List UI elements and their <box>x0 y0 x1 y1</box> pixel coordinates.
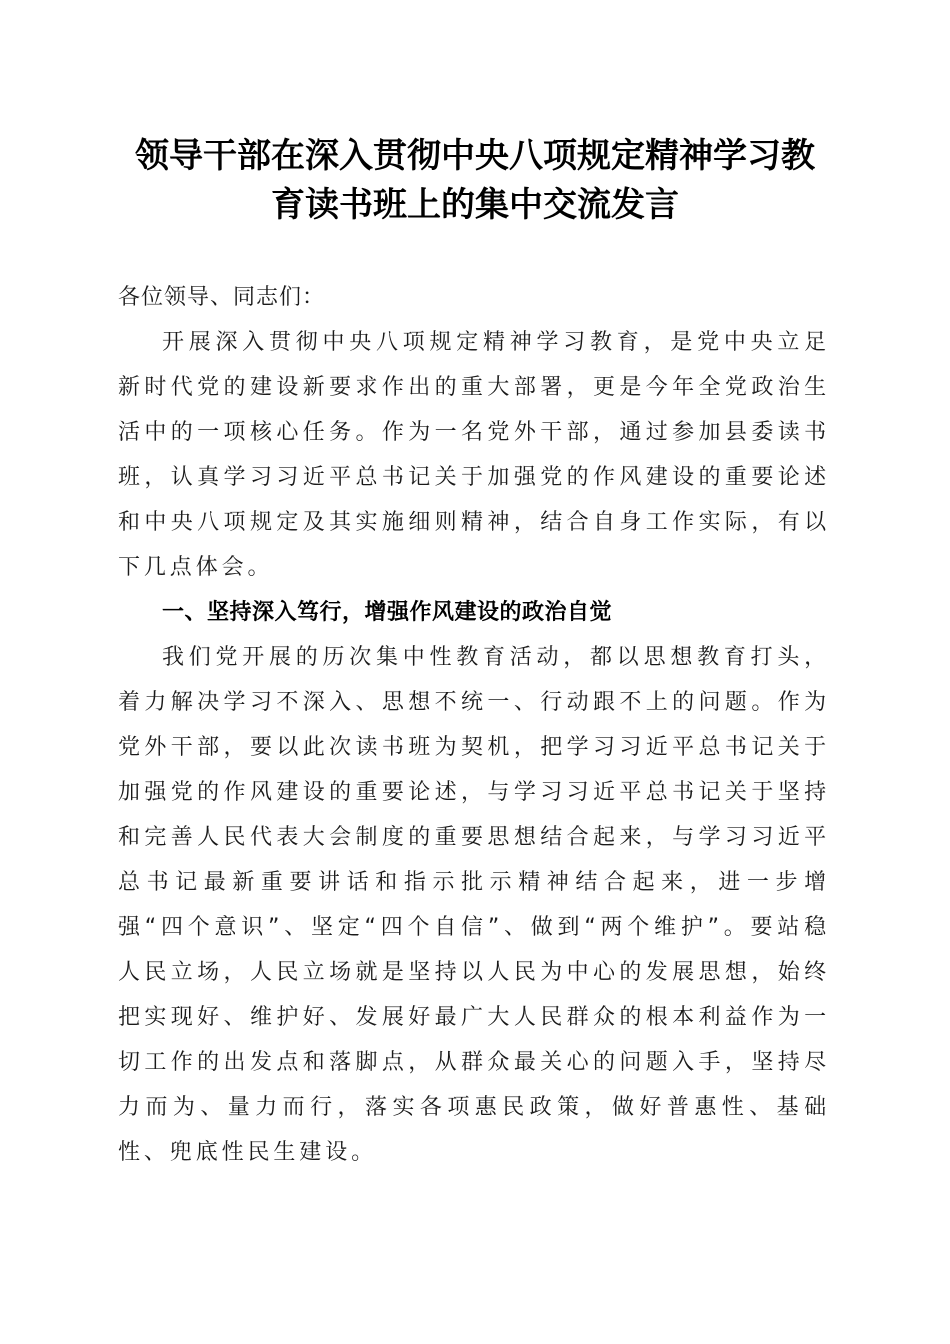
intro-paragraph: 开展深入贯彻中央八项规定精神学习教育，是党中央立足新时代党的建设新要求作出的重大部署，更是今年全党政治生活中的一项核心任务。作为一名党外干部，通过参加县委读书班，认真学习习近平总书记关于加强党的作风建设的重要论述和中央八项规定及其实施细则精神，结合自身工作实际，有以下几点体会。 <box>118 330 830 580</box>
document-body <box>118 275 830 1175</box>
section-paragraph-1: 我们党开展的历次集中性教育活动，都以思想教育打头，着力解决学习不深入、思想不统一、行动跟不上的问题。作为党外干部，要以此次读书班为契机，把学习习近平总书记关于加强党的作风建设的重要论述，与学习习近平总书记关于坚持和完善人民代表大会制度的重要思想结合起来，与学习习近平总书记最新重要讲话和指示批示精神结合起来，进一步增强“四个意识”、坚定“四个自信”、做到“两个维护”。要站稳人民立场，人民立场就是坚持以人民为中心的发展思想，始终把实现好、维护好、发展好最广大人民群众的根本利益作为一切工作的出发点和落脚点，从群众最关心的问题入手，坚持尽力而为、量力而行，落实各项惠民政策，做好普惠性、基础性、兜底性民生建设。 <box>118 645 830 1165</box>
title-line-2: 育读书班上的集中交流发言 <box>271 185 679 225</box>
document-title <box>110 132 840 230</box>
salutation: 各位领导、同志们： <box>118 285 326 310</box>
section-heading-1: 一、坚持深入笃行，增强作风建设的政治自觉 <box>162 600 613 625</box>
title-line-1: 领导干部在深入贯彻中央八项规定精神学习教 <box>135 136 815 176</box>
